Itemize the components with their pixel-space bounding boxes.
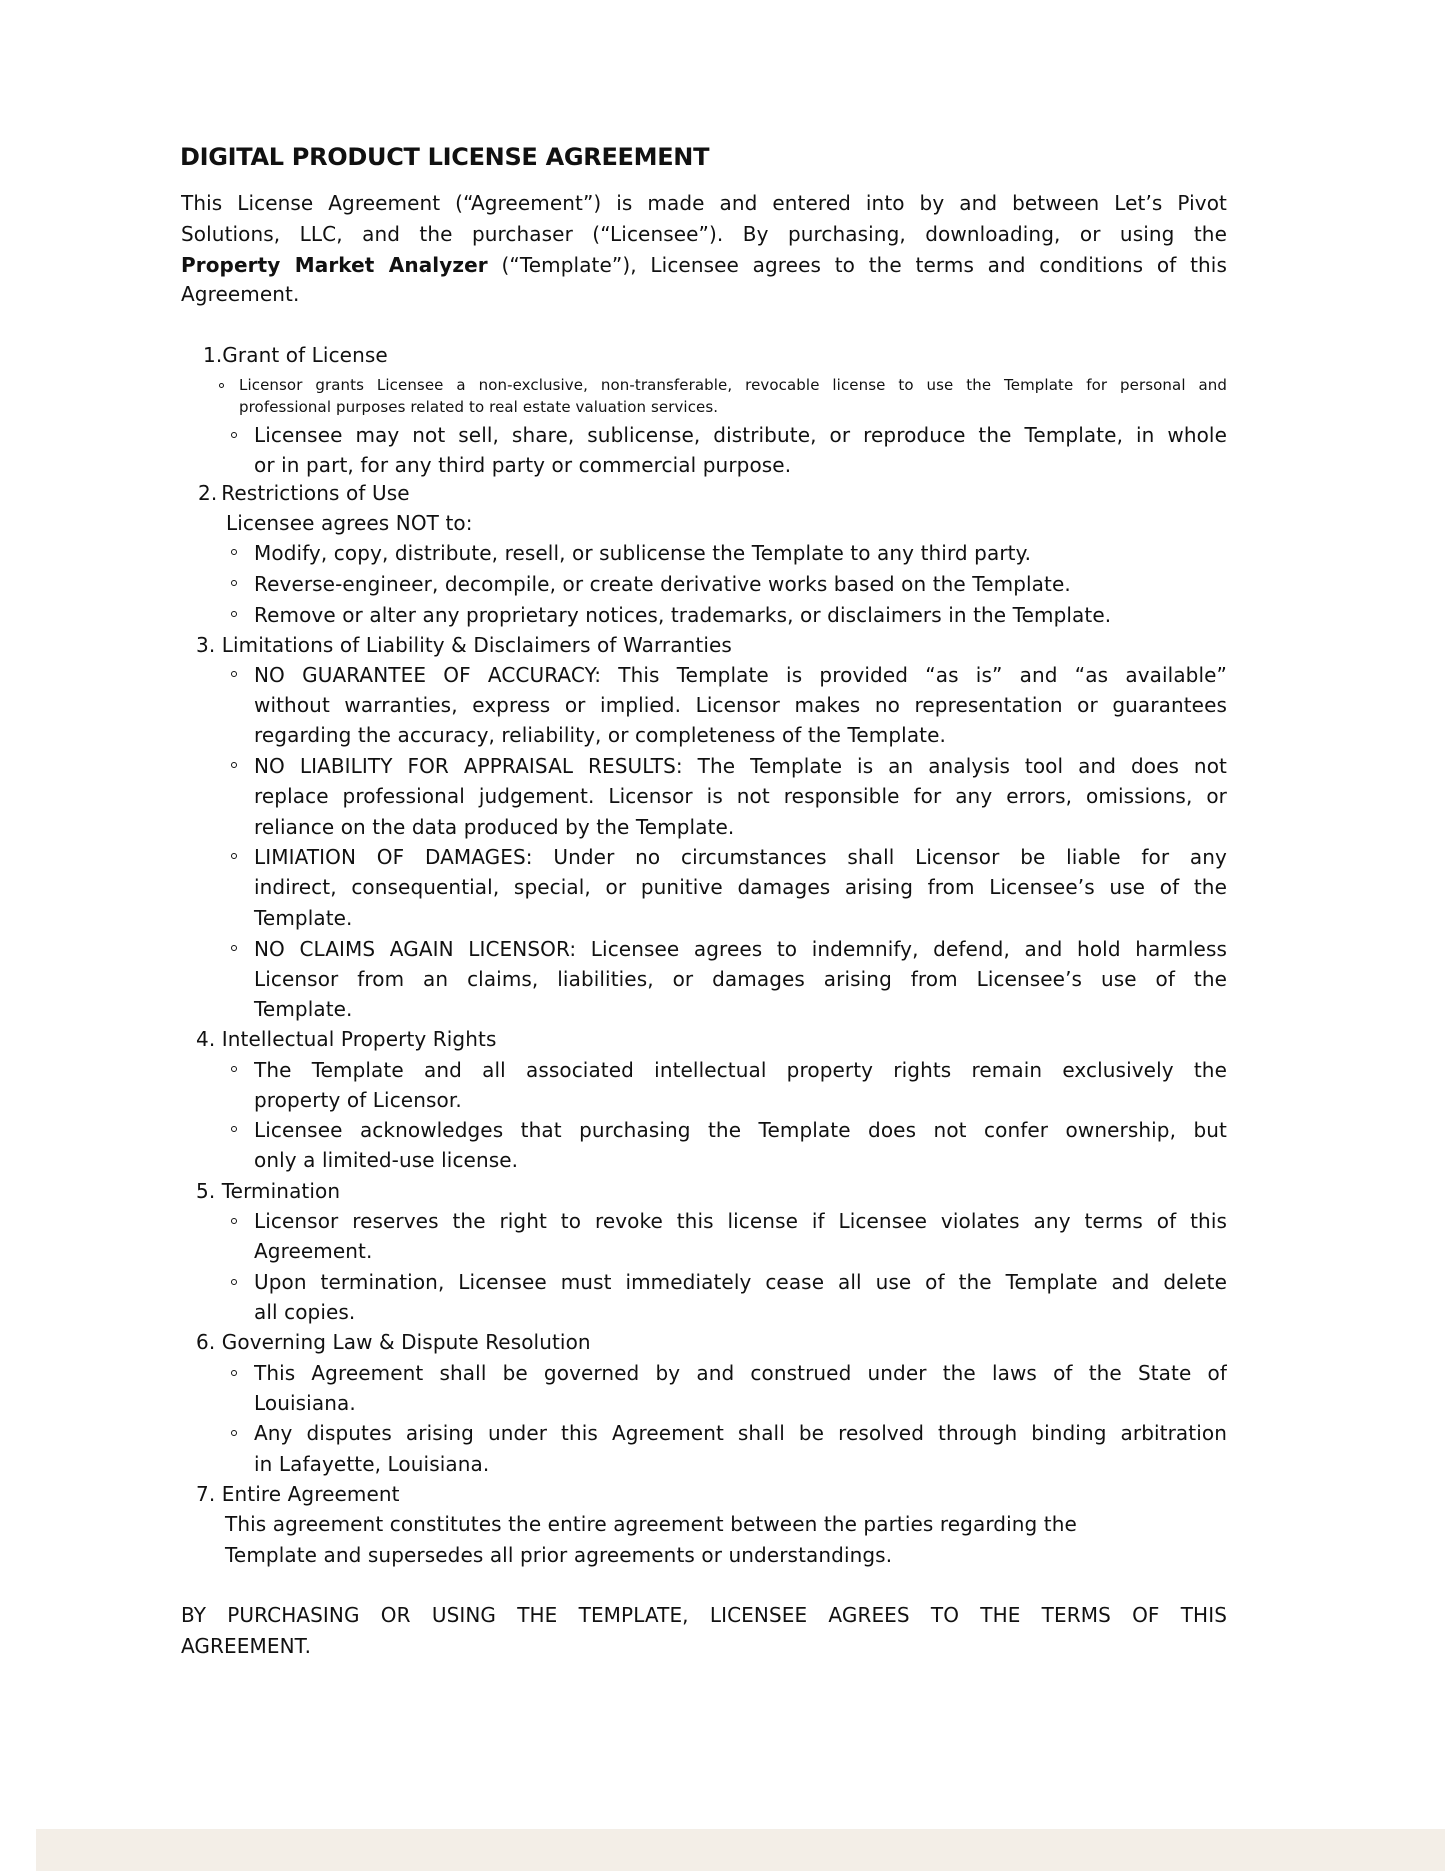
- intro-line: Solutions, LLC, and the purchaser (“Licensee”). By purchasing, downloading, or using the: [181, 222, 1227, 246]
- list-item-line: or in part, for any third party or commercial purpose.: [254, 453, 792, 477]
- list-item-line: NO CLAIMS AGAIN LICENSOR: Licensee agrees to indemnify, defend, and hold harmless: [254, 937, 1227, 961]
- list-item-line: Licensor reserves the right to revoke this license if Licensee violates any terms of this: [254, 1209, 1227, 1233]
- list-item-line: NO LIABILITY FOR APPRAISAL RESULTS: The Template is an analysis tool and does not: [254, 754, 1227, 778]
- list-item-line: NO GUARANTEE OF ACCURACY: This Template is provided “as is” and “as available”: [254, 663, 1227, 687]
- list-item-line: reliance on the data produced by the Template.: [254, 815, 735, 839]
- hollow-bullet-icon: [231, 580, 237, 586]
- section-lead: Licensee agrees NOT to:: [226, 511, 473, 535]
- hollow-bullet-icon: [231, 1279, 237, 1285]
- section-heading-7: [196, 1479, 400, 1509]
- intro-line: Agreement.: [181, 282, 300, 306]
- list-item-line: professional purposes related to real estate valuation services.: [239, 398, 719, 416]
- hollow-bullet-icon: [231, 853, 237, 859]
- list-item-line: without warranties, express or implied. Licensor makes no representation or guarantees: [254, 693, 1227, 717]
- section-heading-4: [196, 1024, 496, 1054]
- list-item-line: Louisiana.: [254, 1391, 356, 1415]
- list-item-line: Upon termination, Licensee must immediately cease all use of the Template and delete: [254, 1270, 1227, 1294]
- section-heading-6: [196, 1327, 591, 1357]
- section-title: Limitations of Liability & Disclaimers of Warranties: [221, 633, 732, 657]
- section-heading-2: [198, 478, 410, 508]
- hollow-bullet-icon: [231, 432, 237, 438]
- product-name: Property Market Analyzer: [181, 253, 488, 277]
- section-number: 4.: [196, 1027, 216, 1051]
- list-item-line: Reverse-engineer, decompile, or create derivative works based on the Template.: [254, 572, 1071, 596]
- intro-line: [181, 250, 1227, 280]
- hollow-bullet-icon: [231, 945, 237, 951]
- list-item-line: Any disputes arising under this Agreement shall be resolved through binding arbitration: [254, 1421, 1227, 1445]
- section-number: 1.: [203, 343, 223, 367]
- section-heading-1: [203, 340, 388, 370]
- list-item-line: Remove or alter any proprietary notices, trademarks, or disclaimers in the Template.: [254, 603, 1112, 627]
- section-title: Termination: [221, 1179, 341, 1203]
- list-item-line: The Template and all associated intellectual property rights remain exclusively the: [254, 1058, 1227, 1082]
- section-number: 6.: [196, 1330, 216, 1354]
- hollow-bullet-icon: [231, 1066, 237, 1072]
- section-heading-5: [196, 1176, 340, 1206]
- hollow-bullet-icon: [231, 1430, 237, 1436]
- section-title: Intellectual Property Rights: [221, 1027, 497, 1051]
- closing-statement-line: BY PURCHASING OR USING THE TEMPLATE, LICENSEE AGREES TO THE TERMS OF THIS: [181, 1603, 1227, 1627]
- hollow-bullet-icon: [231, 611, 237, 617]
- list-item-line: all copies.: [254, 1300, 356, 1324]
- list-item-line: replace professional judgement. Licensor is not responsible for any errors, omissions, or: [254, 784, 1227, 808]
- list-item-line: LIMIATION OF DAMAGES: Under no circumstances shall Licensor be liable for any: [254, 845, 1227, 869]
- list-item-line: Licensor from an claims, liabilities, or damages arising from Licensee’s use of the: [254, 967, 1227, 991]
- list-item-line: Agreement.: [254, 1239, 373, 1263]
- list-item-line: Licensee acknowledges that purchasing the Template does not confer ownership, but: [254, 1118, 1227, 1142]
- section-number: 7.: [196, 1482, 216, 1506]
- section-heading-3: [196, 630, 732, 660]
- hollow-bullet-icon: [231, 1370, 237, 1376]
- section-body-line: This agreement constitutes the entire agreement between the parties regarding the: [225, 1512, 1077, 1536]
- intro-line: This License Agreement (“Agreement”) is made and entered into by and between Let’s Pivot: [181, 191, 1227, 215]
- list-item-line: indirect, consequential, special, or punitive damages arising from Licensee’s use of the: [254, 875, 1227, 899]
- list-item-line: Template.: [254, 997, 353, 1021]
- list-item-line: Modify, copy, distribute, resell, or sublicense the Template to any third party.: [254, 541, 1032, 565]
- intro-text: (“Template”), Licensee agrees to the terms and conditions of this: [487, 253, 1227, 277]
- list-item-line: Licensee may not sell, share, sublicense, distribute, or reproduce the Template, in whole: [254, 423, 1227, 447]
- list-item-line: Template.: [254, 906, 353, 930]
- hollow-bullet-icon: [219, 383, 224, 388]
- hollow-bullet-icon: [231, 1218, 237, 1224]
- hollow-bullet-icon: [231, 671, 237, 677]
- document-title: DIGITAL PRODUCT LICENSE AGREEMENT: [180, 143, 710, 171]
- hollow-bullet-icon: [231, 549, 237, 555]
- footer-band: [36, 1829, 1445, 1871]
- list-item-line: in Lafayette, Louisiana.: [254, 1452, 490, 1476]
- list-item-line: only a limited-use license.: [254, 1148, 519, 1172]
- section-body-line: Template and supersedes all prior agreements or understandings.: [225, 1543, 893, 1567]
- closing-statement-line: AGREEMENT.: [181, 1634, 312, 1658]
- section-number: 2.: [198, 481, 218, 505]
- list-item-line: property of Licensor.: [254, 1088, 462, 1112]
- hollow-bullet-icon: [231, 762, 237, 768]
- list-item-line: This Agreement shall be governed by and construed under the laws of the State of: [254, 1361, 1227, 1385]
- list-item-line: regarding the accuracy, reliability, or completeness of the Template.: [254, 723, 946, 747]
- hollow-bullet-icon: [231, 1126, 237, 1132]
- section-title: Entire Agreement: [221, 1482, 400, 1506]
- section-title: Governing Law & Dispute Resolution: [221, 1330, 591, 1354]
- section-number: 3.: [196, 633, 216, 657]
- section-number: 5.: [196, 1179, 216, 1203]
- list-item-line: Licensor grants Licensee a non-exclusive, non-transferable, revocable license to use the Template for personal and: [239, 376, 1227, 394]
- section-title: Restrictions of Use: [221, 481, 410, 505]
- section-title: Grant of License: [222, 343, 388, 367]
